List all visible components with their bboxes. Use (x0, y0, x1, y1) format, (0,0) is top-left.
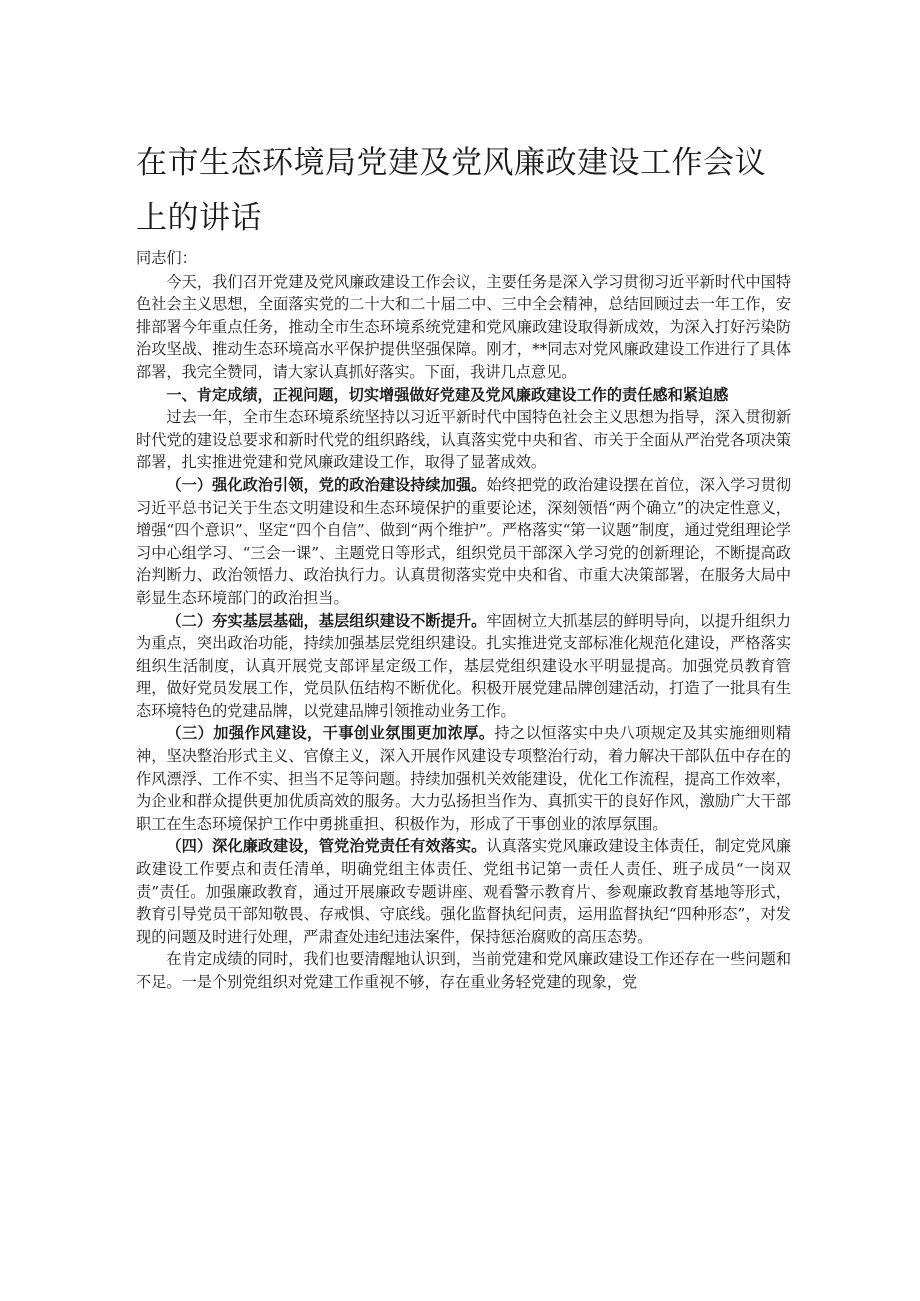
section-heading: 一、肯定成绩，正视问题，切实增强做好党建及党风廉政建设工作的责任感和紧迫感 (166, 385, 729, 404)
item-title: （二）夯实基层基础，基层组织建设不断提升。 (166, 611, 487, 630)
intro-paragraph: 今天，我们召开党建及党风廉政建设工作会议，主要任务是深入学习贯彻习近平新时代中国特色社会主义思想，全面落实党的二十大和二十届二中、三中全会精神，总结回顾过去一年工作，安排部署今年重点任务，推动全市生态环境系统党建和党风廉政建设取得新成效，为深入打好污染防治攻坚战、推动生态环境高水平保护提供坚强保障。刚才，**同志对党风廉政建设工作进行了具体部署，我完全赞同，请大家认真抓好落实。下面，我讲几点意见。 (136, 272, 791, 381)
section-intro-paragraph: 过去一年，全市生态环境系统坚持以习近平新时代中国特色社会主义思想为指导，深入贯彻新时代党的建设总要求和新时代党的组织路线，认真落实党中央和省、市关于全面从严治党各项决策部署，扎实推进党建和党风廉政建设工作，取得了显著成效。 (136, 408, 791, 472)
item-title: （一）强化政治引领，党的政治建设持续加强。 (166, 475, 487, 494)
item-text: 始终把党的政治建设摆在首位，深入学习贯彻习近平总书记关于生态文明建设和生态环境保护的重要论述，深刻领悟“两个确立”的决定性意义，增强“四个意识”、坚定“四个自信”、做到“两个维护”。严格落实“第一议题”制度，通过党组理论学习中心组学习、“三会一课”、主题党日等形式，组织党员干部深入学习党的创新理论，不断提高政治判断力、政治领悟力、政治执行力。认真贯彻落实党中央和省、市重大决策部署，在服务大局中彰显生态环境部门的政治担当。 (136, 475, 792, 607)
item-paragraph (136, 474, 791, 610)
document-body (136, 247, 791, 994)
closing-paragraph: 在肯定成绩的同时，我们也要清醒地认识到，当前党建和党风廉政建设工作还存在一些问题和不足。一是个别党组织对党建工作重视不够，存在重业务轻党建的现象，党 (136, 950, 791, 991)
item-title: （三）加强作风建设，干事创业氛围更加浓厚。 (166, 724, 495, 743)
item-paragraph (136, 610, 791, 723)
document-title: 在市生态环境局党建及党风廉政建设工作会议上的讲话 (136, 145, 766, 236)
item-text: 认真落实党风廉政建设主体责任，制定党风廉政建设工作要点和责任清单，明确党组主体责任、党组书记第一责任人责任、班子成员“一岗双责”责任。加强廉政教育，通过开展廉政专题讲座、观看警示教育片、参观廉政教育基地等形式，教育引导党员干部知敬畏、存戒惧、守底线。强化监督执纪问责，运用监督执纪“四种形态”，对发现的问题及时进行处理，严肃查处违纪违法案件，保持惩治腐败的高压态势。 (136, 837, 792, 946)
item-title: （四）深化廉政建设，管党治党责任有效落实。 (166, 837, 487, 856)
item-paragraph (136, 722, 791, 835)
item-paragraph (136, 835, 791, 948)
item-text: 牢固树立大抓基层的鲜明导向，以提升组织力为重点，突出政治功能，持续加强基层党组织建设。扎实推进党支部标准化规范化建设，严格落实组织生活制度，认真开展党支部评星定级工作，基层党组织建设水平明显提高。加强党员教育管理，做好党员发展工作，党员队伍结构不断优化。积极开展党建品牌创建活动，打造了一批具有生态环境特色的党建品牌，以党建品牌引领推动业务工作。 (136, 611, 792, 720)
salutation: 同志们： (136, 249, 197, 267)
item-text: 持之以恒落实中央八项规定及其实施细则精神，坚决整治形式主义、官僚主义，深入开展作风建设专项整治行动，着力解决干部队伍中存在的作风漂浮、工作不实、担当不足等问题。持续加强机关效能建设，优化工作流程，提高工作效率，为企业和群众提供更加优质高效的服务。大力弘扬担当作为、真抓实干的良好作风，激励广大干部职工在生态环境保护工作中勇挑重担、积极作为，形成了干事创业的浓厚氛围。 (136, 724, 792, 833)
